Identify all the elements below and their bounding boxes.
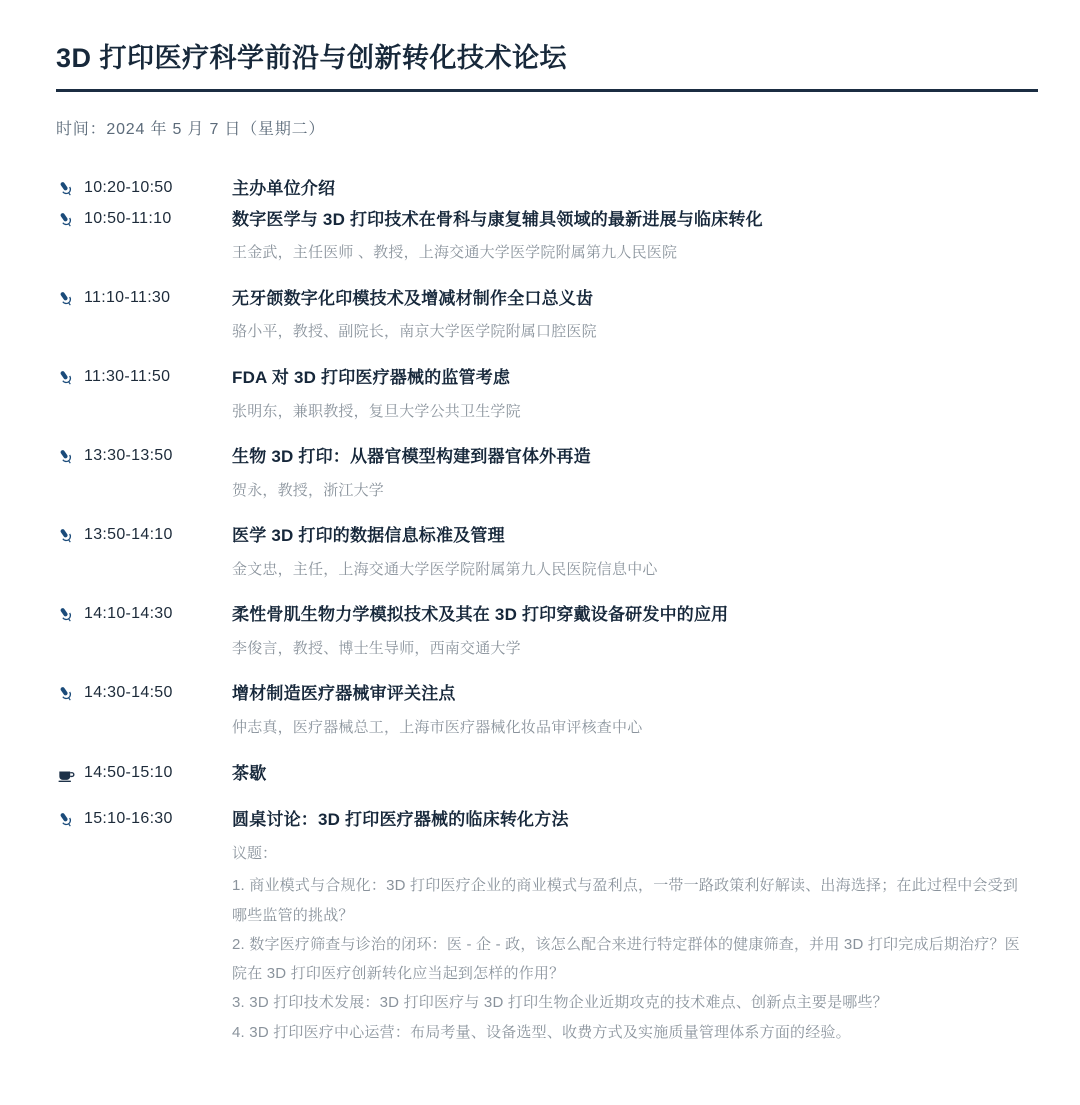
microphone-icon	[56, 447, 76, 467]
spacer	[56, 271, 1032, 287]
spacer	[56, 746, 1032, 762]
agenda-time: 14:50-15:10	[84, 763, 173, 781]
agenda-item	[56, 366, 1032, 423]
microphone-icon	[56, 810, 76, 830]
agenda-time-block	[56, 682, 226, 704]
agenda-time: 11:10-11:30	[84, 288, 171, 306]
spacer	[56, 350, 1032, 366]
topic-list	[232, 871, 1032, 1047]
agenda-content	[226, 208, 1032, 265]
agenda-speaker: 王金武，主任医师 、教授，上海交通大学医学院附属第九人民医院	[232, 244, 678, 262]
agenda-time: 14:10-14:30	[84, 605, 173, 623]
agenda-speaker: 骆小平，教授、副院长，南京大学医学院附属口腔医院	[232, 323, 597, 341]
agenda-content	[226, 762, 1032, 787]
agenda-time-block	[56, 762, 226, 784]
agenda-item	[56, 177, 1032, 202]
microphone-icon	[56, 605, 76, 625]
agenda-title: 增材制造医疗器械审评关注点	[232, 684, 456, 704]
topic-item: 4. 3D 打印医疗中心运营：布局考量、设备选型、收费方式及实施质量管理体系方面的经验。	[232, 1023, 851, 1041]
spacer	[56, 792, 1032, 808]
agenda-time-block	[56, 524, 226, 546]
topics-label: 议题：	[232, 844, 278, 862]
agenda-speaker: 张明东，兼职教授，复旦大学公共卫生学院	[232, 402, 521, 420]
agenda-title: 茶歇	[232, 763, 267, 783]
agenda-speaker: 贺永，教授，浙江大学	[232, 481, 385, 499]
spacer	[56, 666, 1032, 682]
agenda-item	[56, 603, 1032, 660]
agenda-item	[56, 682, 1032, 739]
agenda-content	[226, 603, 1032, 660]
agenda-time-block	[56, 445, 226, 467]
agenda-time-block	[56, 287, 226, 309]
agenda-title: 无牙颌数字化印模技术及增减材制作全口总义齿	[232, 288, 594, 308]
roundtable-item	[56, 808, 1032, 1047]
agenda-item	[56, 524, 1032, 581]
agenda-speaker: 李俊言，教授、博士生导师，西南交通大学	[232, 639, 521, 657]
microphone-icon	[56, 210, 76, 230]
microphone-icon	[56, 289, 76, 309]
agenda-time: 11:30-11:50	[84, 367, 171, 385]
spacer	[56, 508, 1032, 524]
agenda-item	[56, 762, 1032, 787]
agenda-speaker: 金文忠，主任，上海交通大学医学院附属第九人民医院信息中心	[232, 560, 658, 578]
agenda-time: 13:50-14:10	[84, 526, 173, 544]
agenda-content	[226, 524, 1032, 581]
topic-item: 3. 3D 打印技术发展：3D 打印医疗与 3D 打印生物企业近期攻克的技术难点、创新点主要是哪些？	[232, 994, 888, 1012]
agenda-title: 柔性骨肌生物力学模拟技术及其在 3D 打印穿戴设备研发中的应用	[232, 605, 729, 625]
event-datetime: 时间：2024 年 5 月 7 日（星期二）	[56, 121, 326, 138]
agenda-time: 14:30-14:50	[84, 684, 173, 702]
agenda-time: 10:20-10:50	[84, 179, 173, 196]
agenda-content	[226, 808, 1032, 1047]
microphone-icon	[56, 368, 76, 388]
agenda-content	[226, 366, 1032, 423]
microphone-icon	[56, 684, 76, 704]
agenda-content	[226, 177, 1032, 202]
agenda-title: 主办单位介绍	[232, 179, 336, 198]
topic-item: 2. 数字医疗筛查与诊治的闭环：医 - 企 - 政，该怎么配合来进行特定群体的健康筛查，并用 3D 打印完成后期治疗？医院在 3D 打印医疗创新转化应当起到怎样的作用？	[232, 935, 1020, 983]
agenda-time-block	[56, 366, 226, 388]
spacer	[56, 429, 1032, 445]
spacer	[56, 587, 1032, 603]
agenda-time: 13:30-13:50	[84, 447, 173, 465]
agenda-content	[226, 682, 1032, 739]
agenda-speaker: 仲志真，医疗器械总工，上海市医疗器械化妆品审评核查中心	[232, 719, 643, 737]
agenda-title: FDA 对 3D 打印医疗器械的监管考虑	[232, 367, 511, 387]
agenda-item	[56, 287, 1032, 344]
agenda-content	[226, 445, 1032, 502]
agenda-title: 数字医学与 3D 打印技术在骨科与康复辅具领域的最新进展与临床转化	[232, 209, 763, 229]
agenda-time-block	[56, 603, 226, 625]
agenda-time-block	[56, 177, 226, 199]
microphone-icon	[56, 179, 76, 199]
title-divider	[56, 89, 1038, 92]
topic-item: 1. 商业模式与合规化：3D 打印医疗企业的商业模式与盈利点，一带一路政策利好解读、出海选择；在此过程中会受到哪些监管的挑战？	[232, 877, 1019, 924]
agenda-item	[56, 208, 1032, 265]
agenda-content	[226, 287, 1032, 344]
agenda-time: 15:10-16:30	[84, 810, 173, 828]
agenda-list	[56, 177, 1032, 1047]
coffee-cup-icon	[56, 764, 76, 784]
agenda-time-block	[56, 208, 226, 230]
agenda-time-block	[56, 808, 226, 830]
agenda-item	[56, 445, 1032, 502]
agenda-title: 医学 3D 打印的数据信息标准及管理	[232, 526, 505, 546]
microphone-icon	[56, 526, 76, 546]
page-title: 3D 打印医疗科学前沿与创新转化技术论坛	[56, 43, 568, 73]
agenda-time: 10:50-11:10	[84, 209, 172, 227]
agenda-title: 生物 3D 打印：从器官模型构建到器官体外再造	[232, 447, 591, 467]
agenda-title: 圆桌讨论：3D 打印医疗器械的临床转化方法	[232, 810, 569, 830]
